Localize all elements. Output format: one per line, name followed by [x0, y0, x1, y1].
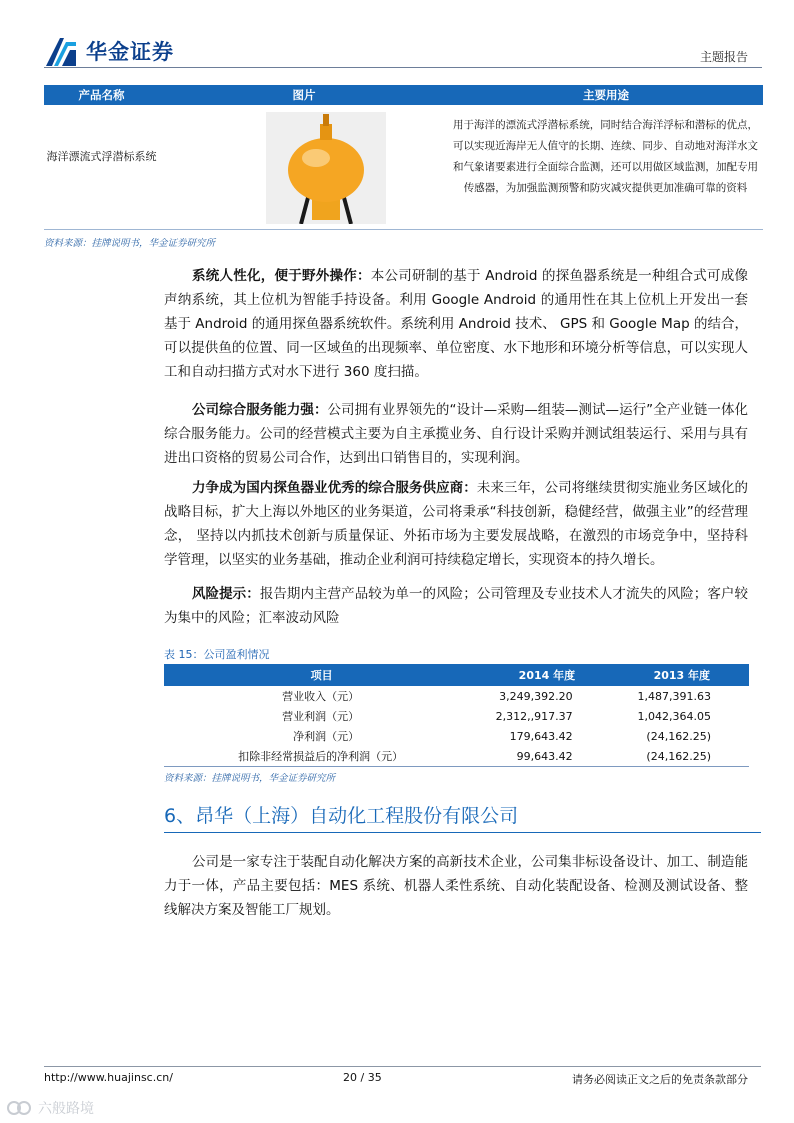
product-table-header [44, 85, 763, 105]
section-divider [164, 832, 761, 833]
paragraph-body: 报告期内主营产品较为单一的风险；公司管理及专业技术人才流失的风险；客户较为集中的风险；汇率波动风险 [164, 586, 748, 626]
paragraph-lead: 力争成为国内探鱼器业优秀的综合服务供应商： [192, 480, 477, 496]
paragraph-1 [164, 264, 748, 384]
col-header-image: 图片 [292, 88, 316, 102]
value-2013: 1,042,364.05 [637, 709, 711, 723]
footer-url-link[interactable]: http://www.huajinsc.cn/ [44, 1071, 173, 1084]
section-paragraph: 公司是一家专注于装配自动化解决方案的高新技术企业，公司集非标设备设计、加工、制造能力于一体，产品主要包括：MES 系统、机器人柔性系统、自动化装配设备、检测及测试设备、整线解决方案及智能工厂规划。 [164, 854, 748, 918]
value-2014: 2,312,,917.37 [495, 709, 573, 723]
value-2014: 3,249,392.20 [499, 689, 573, 703]
watermark [6, 1098, 94, 1118]
paragraph-lead: 公司综合服务能力强： [192, 402, 328, 418]
row-label: 营业利润（元） [282, 710, 360, 723]
row-label: 营业收入（元） [282, 690, 360, 703]
table-row [164, 726, 749, 746]
footer-divider [44, 1066, 761, 1067]
company-logo [44, 34, 174, 68]
footer-disclaimer: 请务必阅读正文之后的免责条款部分 [572, 1073, 748, 1086]
row-label: 扣除非经常损益后的净利润（元） [164, 746, 479, 767]
paragraph-3 [164, 476, 748, 572]
paragraph-body: 公司拥有业界领先的“设计—采购—组装—测试—运行”全产业链一体化综合服务能力。公司的经营模式主要为自主承揽业务、自行设计采购并测试组装运行、采用与具有进出口资格的贸易公司合作，达到出口销售目的，实现利润。 [164, 402, 748, 466]
paragraph-4 [164, 582, 748, 630]
paragraph-body: 本公司研制的基于 Android 的探鱼器系统是一种组合式可成像声纳系统，其上位机为智能手持设备。利用 Google Android 的通用性在其上位机上开发出一套基于 Android 的通用探鱼器系统软件。系统利用 Android 技术、 GPS 和 Google Map 的结合，可以提供鱼的位置、同一区域鱼的出现频率、单位密度、水下地形和环境分析等信息，可以实现人工和自动扫描方式对水下进行 360 度扫描。 [164, 268, 749, 380]
product-table-source: 资料来源：挂牌说明书，华金证券研究所 [44, 238, 216, 249]
logo-text: 华金证券 [86, 40, 174, 64]
profit-table-title: 表 15：公司盈利情况 [164, 648, 270, 661]
header-divider [44, 67, 762, 68]
logo-mark-icon [44, 34, 78, 68]
paragraph-lead: 系统人性化，便于野外操作： [192, 268, 371, 284]
product-usage: 用于海洋的漂流式浮潜标系统，同时结合海洋浮标和潜标的优点，可以实现近海岸无人值守的长期、连续、同步、自动地对海洋水文和气象诸要素进行全面综合监测，还可以用做区域监测，加配专用传感器，为加强监测预警和防灾减灾提供更加准确可靠的资料 [453, 119, 758, 194]
col-header-item: 项目 [164, 664, 479, 686]
profit-table-source: 资料来源：挂牌说明书，华金证券研究所 [164, 773, 336, 784]
col-header-usage: 主要用途 [583, 88, 629, 102]
value-2014: 99,643.42 [479, 746, 615, 767]
watermark-text: 六般路境 [38, 1101, 94, 1117]
watermark-logo-icon [6, 1100, 32, 1116]
paragraph-2 [164, 398, 748, 470]
col-header-2014: 2014 年度 [479, 664, 615, 686]
page-number: 20 / 35 [343, 1071, 382, 1084]
section-heading: 6、昂华（上海）自动化工程股份有限公司 [164, 805, 519, 827]
profit-table [164, 664, 749, 767]
col-header-2013: 2013 年度 [615, 664, 749, 686]
report-type-label: 主题报告 [699, 50, 748, 64]
value-2013: (24,162.25) [615, 746, 749, 767]
paragraph-body: 未来三年，公司将继续贯彻实施业务区域化的战略目标，扩大上海以外地区的业务渠道，公司将秉承“科技创新，稳健经营，做强主业”的经营理念， 坚持以内抓技术创新与质量保证、外拓市场为主要发展战略，在激烈的市场竞争中，坚持科学管理，以坚实的业务基础，推动企业利润可持续稳定增长，实现资本的持久增长。 [164, 480, 748, 568]
value-2013: (24,162.25) [646, 729, 711, 743]
col-header-name: 产品名称 [78, 88, 125, 102]
buoy-photo-icon [266, 112, 386, 224]
paragraph-lead: 风险提示： [192, 586, 260, 602]
product-table-row [44, 106, 763, 230]
table-row [164, 746, 749, 767]
value-2013: 1,487,391.63 [637, 689, 711, 703]
profit-table-header [164, 664, 749, 686]
row-label: 净利润（元） [293, 730, 360, 743]
table-row [164, 706, 749, 726]
value-2014: 179,643.42 [509, 729, 573, 743]
table-row [164, 686, 749, 706]
product-name: 海洋漂流式浮潜标系统 [46, 150, 157, 163]
